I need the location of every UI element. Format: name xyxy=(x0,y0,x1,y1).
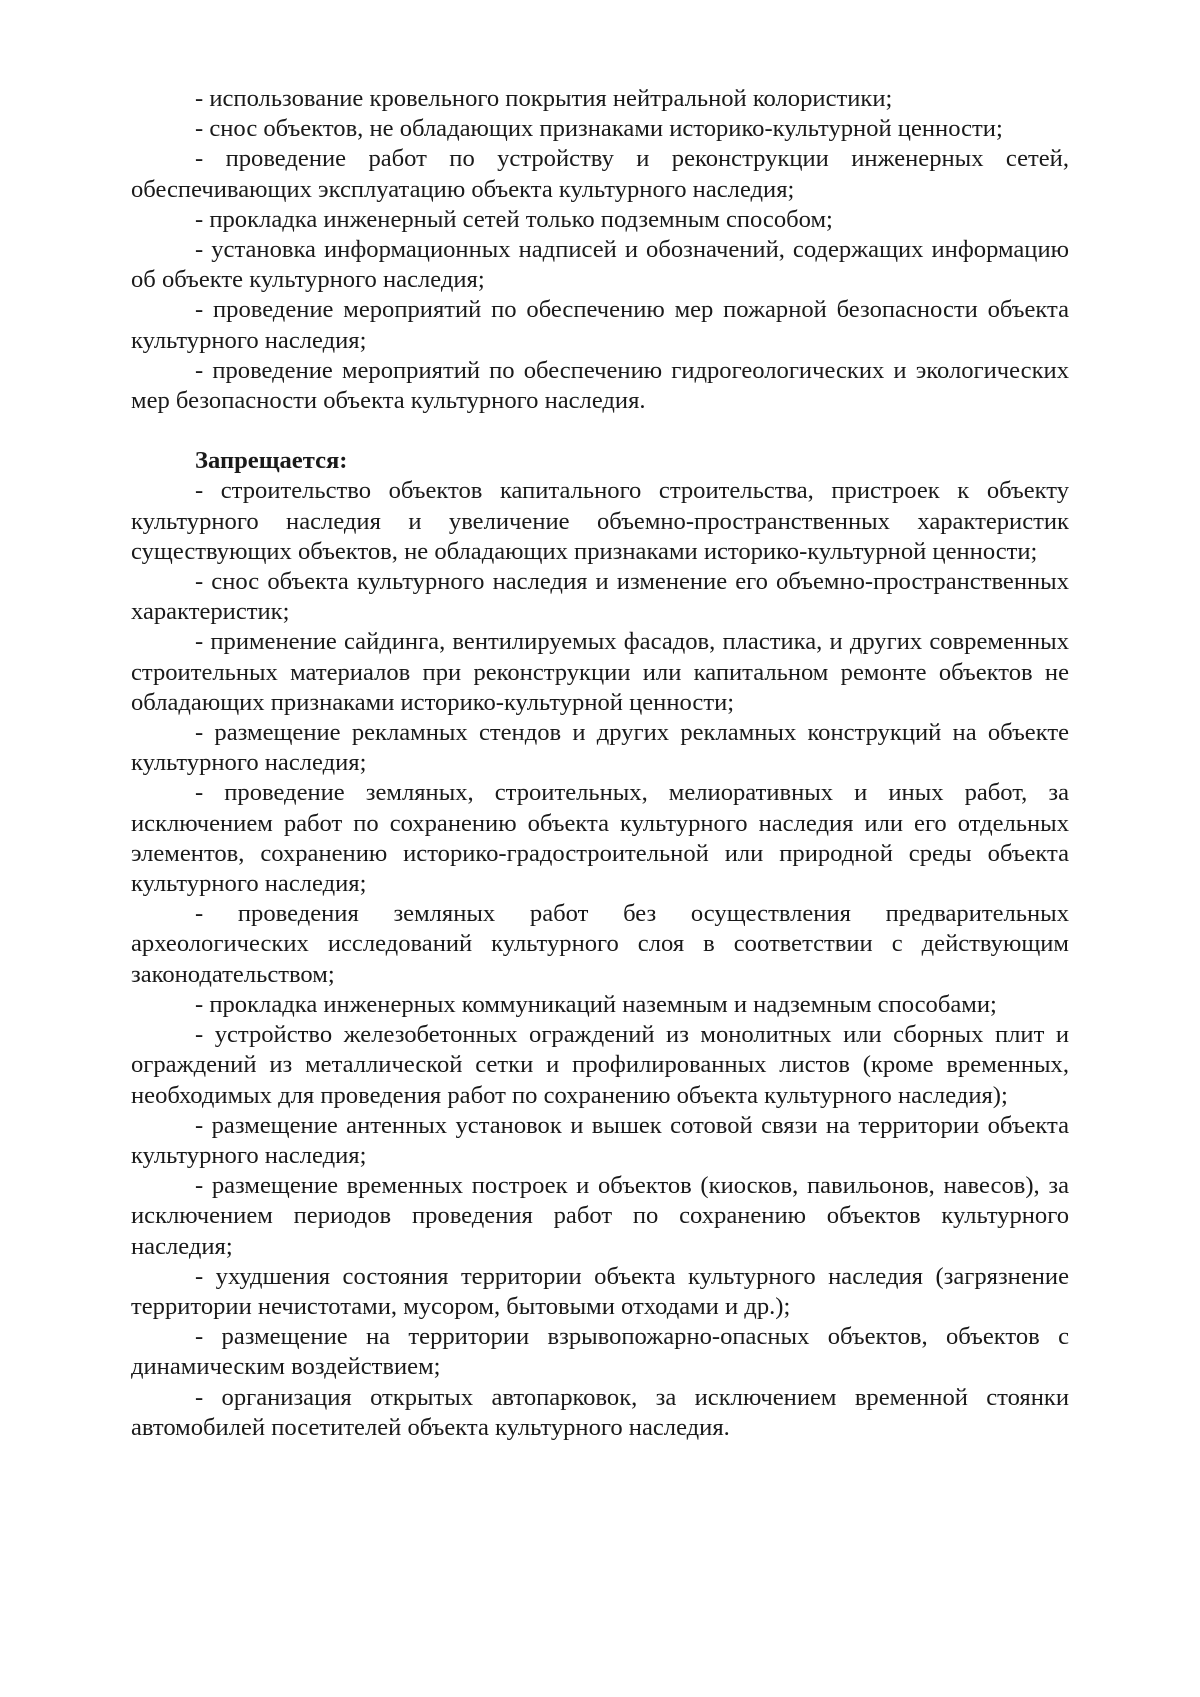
section-spacer xyxy=(131,416,1069,446)
list-item: - применение сайдинга, вентилируемых фасадов, пластика, и других современных строительных материалов при реконструкции или капитальном ремонте объектов не обладающих признаками историко-культурной ценности; xyxy=(131,628,1069,716)
list-item: - проведения земляных работ без осуществления предварительных археологических исследований культурного слоя в соответствии с действующим законодательством; xyxy=(131,900,1069,988)
list-item: - прокладка инженерный сетей только подземным способом; xyxy=(195,205,833,233)
list-item: - ухудшения состояния территории объекта культурного наследия (загрязнение территории нечистотами, мусором, бытовыми отходами и др.); xyxy=(131,1262,1069,1320)
list-item: - прокладка инженерных коммуникаций наземным и надземным способами; xyxy=(195,990,997,1018)
list-item: - снос объектов, не обладающих признаками историко-культурной ценности; xyxy=(195,115,1003,143)
list-item: - размещение временных построек и объектов (киосков, павильонов, навесов), за исключением периодов проведения работ по сохранению объектов культурного наследия; xyxy=(131,1172,1069,1260)
section-heading: Запрещается: xyxy=(195,447,348,475)
list-item: - снос объекта культурного наследия и изменение его объемно-пространственных характеристик; xyxy=(131,568,1069,626)
list-item: - проведение мероприятий по обеспечению гидрогеологических и экологических мер безопасности объекта культурного наследия. xyxy=(131,356,1069,415)
list-item: - установка информационных надписей и обозначений, содержащих информацию об объекте культурного наследия; xyxy=(131,236,1069,294)
document-page xyxy=(131,84,1069,1443)
list-item: - размещение на территории взрывопожарно-опасных объектов, объектов с динамическим воздействием; xyxy=(131,1323,1069,1381)
list-item: - проведение земляных, строительных, мелиоративных и иных работ, за исключением работ по сохранению объекта культурного наследия или его отдельных элементов, сохранению историко-градостроительной или природной среды объекта культурного наследия; xyxy=(131,779,1069,898)
list-item: - размещение антенных установок и вышек сотовой связи на территории объекта культурного наследия; xyxy=(131,1111,1069,1169)
list-item: - размещение рекламных стендов и других рекламных конструкций на объекте культурного наследия; xyxy=(131,719,1069,777)
list-item: - организация открытых автопарковок, за исключением временной стоянки автомобилей посетителей объекта культурного наследия. xyxy=(131,1383,1069,1441)
list-item: - использование кровельного покрытия нейтральной колористики; xyxy=(195,85,893,112)
list-item: - проведение мероприятий по обеспечению мер пожарной безопасности объекта культурного наследия; xyxy=(131,296,1069,354)
list-item: - проведение работ по устройству и реконструкции инженерных сетей, обеспечивающих эксплуатацию объекта культурного наследия; xyxy=(131,145,1069,203)
list-item: - устройство железобетонных ограждений из монолитных или сборных плит и ограждений из металлической сетки и профилированных листов (кроме временных, необходимых для проведения работ по сохранению объекта культурного наследия); xyxy=(131,1021,1069,1109)
list-item: - строительство объектов капитального строительства, пристроек к объекту культурного наследия и увеличение объемно-пространственных характеристик существующих объектов, не обладающих признаками историко-культурной ценности; xyxy=(131,477,1069,565)
